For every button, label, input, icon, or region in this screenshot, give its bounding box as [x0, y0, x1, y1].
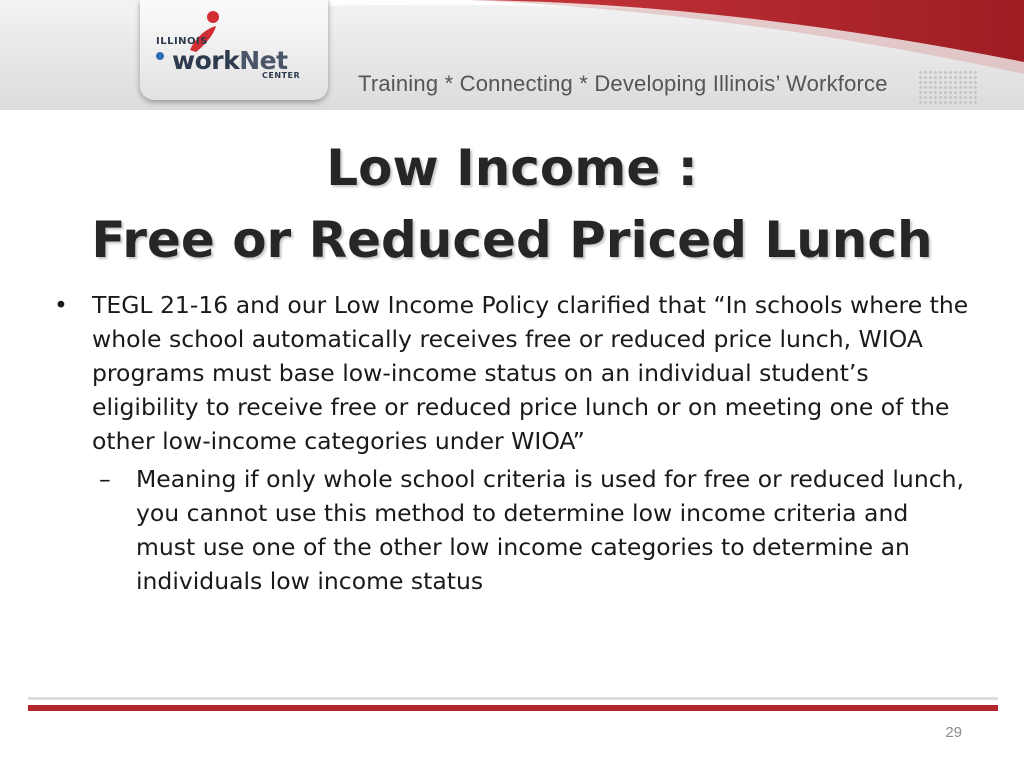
footer-divider-light: [28, 697, 998, 700]
dot-pattern: [918, 70, 978, 104]
bullet-marker: •: [54, 291, 68, 319]
bullet-text: TEGL 21-16 and our Low Income Policy clarified that “In schools where the whole school automatically receives free or reduced price lunch, WIOA programs must base low-income status on an individual student’s eligibility to receive free or reduced price lunch or on meeting one of the other low-income categories under WIOA”: [92, 291, 969, 455]
sub-bullet-marker: –: [99, 465, 111, 493]
logo-net-text: Net: [239, 46, 288, 75]
title-line-2: Free or Reduced Priced Lunch: [91, 211, 933, 269]
header-banner: [0, 0, 1024, 110]
sub-bullet-item: [99, 462, 974, 598]
logo-state-text: ILLINOIS: [156, 36, 208, 47]
slide-content: [54, 288, 974, 598]
page-number: 29: [945, 724, 962, 741]
slide-title: [0, 132, 1024, 276]
footer-divider-red: [28, 705, 998, 711]
header-tagline: Training * Connecting * Developing Illinois’ Workforce: [358, 71, 888, 96]
logo-center-text: CENTER: [262, 71, 301, 80]
logo-work-text: work: [172, 46, 240, 75]
bullet-item: [54, 288, 974, 458]
title-line-1: Low Income :: [326, 139, 698, 197]
sub-bullet-text: Meaning if only whole school criteria is used for free or reduced lunch, you cannot use this method to determine low income criteria and must use one of the other low income categories to determine an individuals low income status: [136, 465, 964, 595]
